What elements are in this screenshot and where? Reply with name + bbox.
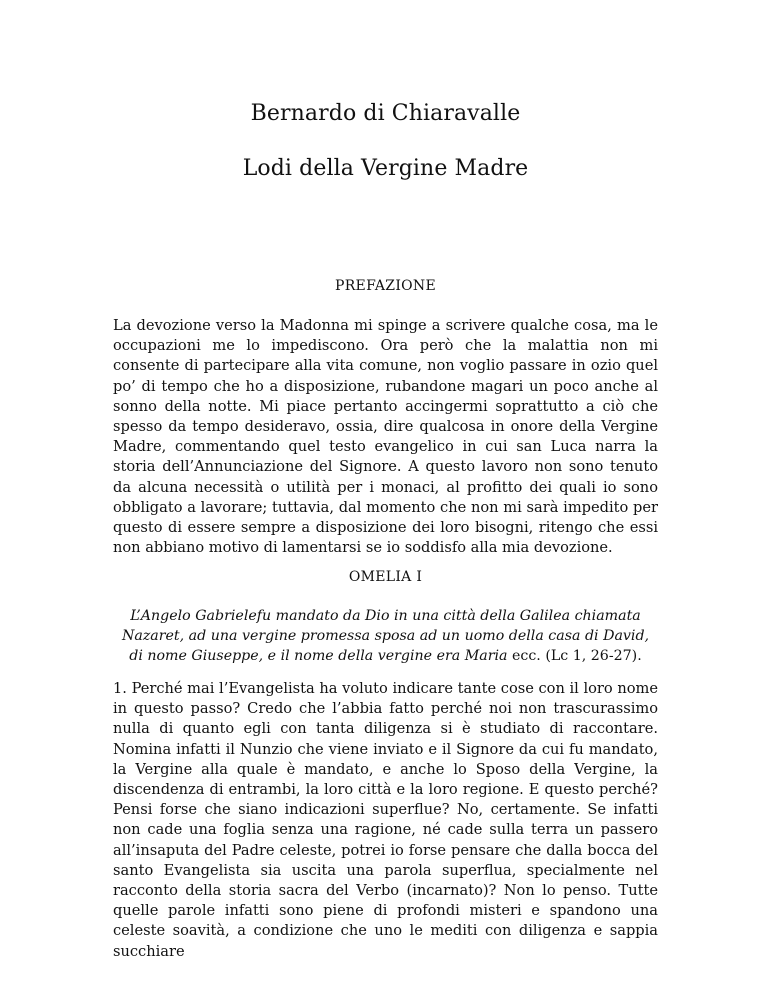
- document-page: [113, 0, 658, 994]
- epigraph-quote: L’Angelo Gabrielefu mandato da Dio in una città della Galilea chiamata Nazaret, ad una vergine promessa sposa ad un uomo della casa di David, di nome Giuseppe, e il nome della vergine era Maria: [121, 608, 650, 665]
- homily-epigraph: [113, 606, 658, 667]
- preface-heading: PREFAZIONE: [335, 278, 436, 294]
- homily-heading: OMELIA I: [348, 569, 423, 585]
- author-name: Bernardo di Chiaravalle: [250, 101, 521, 126]
- epigraph-reference: ecc. (Lc 1, 26-27).: [507, 648, 642, 665]
- document-title: Lodi della Vergine Madre: [242, 156, 529, 181]
- preface-paragraph: La devozione verso la Madonna mi spinge a scrivere qualche cosa, ma le occupazioni me lo impediscono. Ora però che la malattia non mi consente di partecipare alla vita comune, non voglio passare in ozio quel po’ di tempo che ho a disposizione, rubandone magari un poco anche al sonno della notte. Mi piace pertanto accingermi soprattutto a ciò che spesso da tempo desideravo, ossia, dire qualcosa in onore della Vergine Madre, commentando quel testo evangelico in cui san Luca narra la storia dell’Annunciazione del Signore. A questo lavoro non sono tenuto da alcuna necessità o utilità per i monaci, al profitto dei quali io sono obbligato a lavorare; tuttavia, dal momento che non mi sarà impedito per questo di essere sempre a disposizione dei loro bisogni, ritengo che essi non abbiano motivo di lamentarsi se io soddisfo alla mia devozione.: [113, 317, 658, 557]
- homily-paragraph-1: 1. Perché mai l’Evangelista ha voluto indicare tante cose con il loro nome in questo passo? Credo che l’abbia fatto perché noi non trascurassimo nulla di quanto egli con tanta diligenza si è studiato di raccontare. Nomina infatti il Nunzio che viene inviato e il Signore da cui fu mandato, la Vergine alla quale è mandato, e anche lo Sposo della Vergine, la discendenza di entrambi, la loro città e la loro regione. E questo perché? Pensi forse che siano indicazioni superflue? No, certamente. Se infatti non cade una foglia senza una ragione, né cade sulla terra un passero all’insaputa del Padre celeste, potrei io forse pensare che dalla bocca del santo Evangelista sia uscita una parola superflua, specialmente nel racconto della storia sacra del Verbo (incarnato)? Non lo penso. Tutte quelle parole infatti sono piene di profondi misteri e spandono una celeste soavità, a condizione che uno le mediti con diligenza e sappia succhiare: [113, 680, 658, 960]
